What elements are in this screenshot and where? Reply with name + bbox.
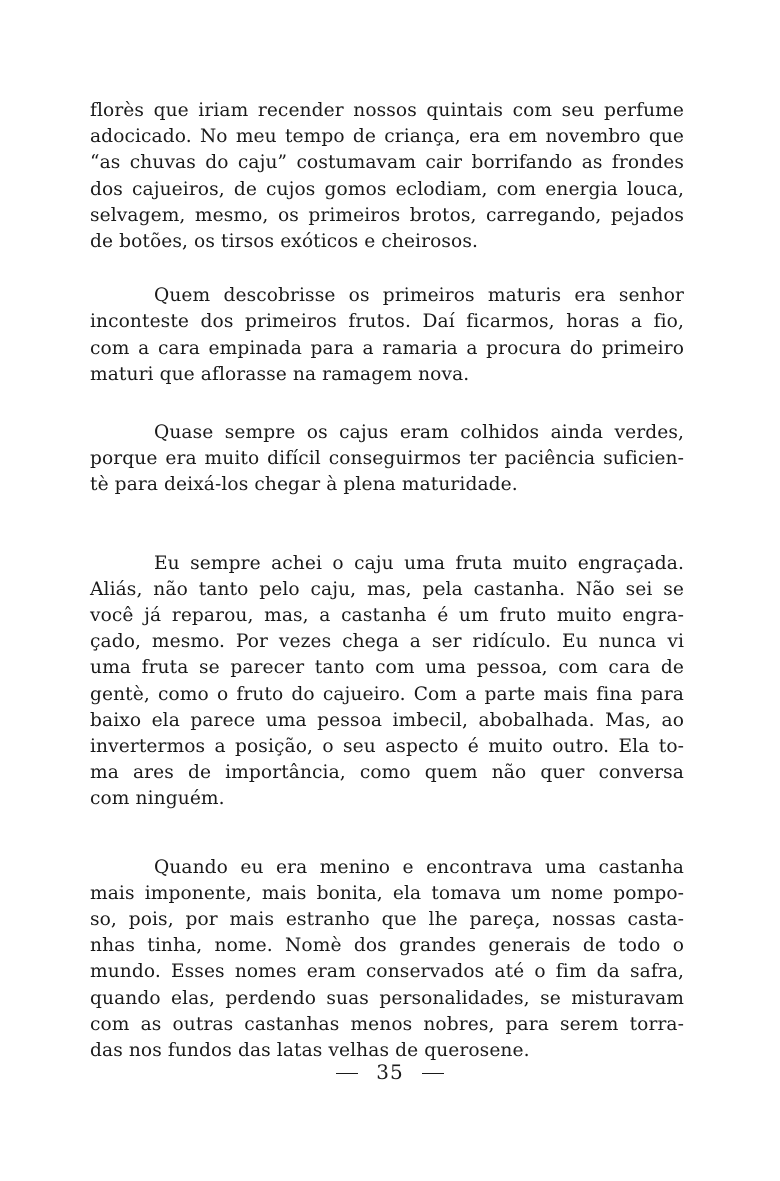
paragraph-4 bbox=[90, 551, 684, 813]
text-line: selvagem, mesmo, os primeiros brotos, carregando, pejados bbox=[90, 204, 684, 226]
text-line: baixo ela parece uma pessoa imbecil, abobalhada. Mas, ao bbox=[90, 709, 684, 731]
text-line: com as outras castanhas menos nobres, para serem torra- bbox=[90, 1013, 684, 1035]
text-line: com ninguém. bbox=[90, 788, 225, 810]
text-line: inconteste dos primeiros frutos. Daí ficarmos, horas a fio, bbox=[90, 311, 684, 333]
text-line: você já reparou, mas, a castanha é um fruto muito engra- bbox=[90, 605, 684, 627]
text-line: porque era muito difícil conseguirmos ter paciência suficien- bbox=[90, 448, 684, 470]
folio-dash-left bbox=[336, 1073, 358, 1074]
page-number: 35 bbox=[376, 1060, 404, 1084]
text-line: florès que iriam recender nossos quintais com seu perfume bbox=[90, 100, 684, 121]
text-line: Quase sempre os cajus eram colhidos ainda verdes, bbox=[154, 422, 684, 444]
folio-dash-right bbox=[422, 1073, 444, 1074]
paragraph-3 bbox=[90, 420, 684, 499]
paragraph-5 bbox=[90, 855, 684, 1065]
text-line: gentè, como o fruto do cajueiro. Com a parte mais fina para bbox=[90, 683, 684, 705]
text-line: maturi que aflorasse na ramagem nova. bbox=[90, 363, 470, 385]
text-line: ma ares de importância, como quem não quer conversa bbox=[90, 762, 684, 784]
text-line: quando elas, perdendo suas personalidades, se misturavam bbox=[90, 987, 684, 1009]
text-line: Quando eu era menino e encontrava uma castanha bbox=[154, 856, 684, 878]
text-line: com a cara empinada para a ramaria a procura do primeiro bbox=[90, 337, 684, 359]
text-line: tè para deixá-los chegar à plena maturidade. bbox=[90, 474, 518, 496]
text-line: adocicado. No meu tempo de criança, era em novembro que bbox=[90, 126, 684, 148]
text-line: de botões, os tirsos exóticos e cheirosos. bbox=[90, 231, 478, 253]
text-line: çado, mesmo. Por vezes chega a ser ridículo. Eu nunca vi bbox=[90, 631, 684, 653]
text-line: nhas tinha, nome. Nomè dos grandes generais de todo o bbox=[90, 935, 684, 957]
text-line: Quem descobrisse os primeiros maturis era senhor bbox=[154, 285, 684, 307]
text-line: invertermos a posição, o seu aspecto é muito outro. Ela to- bbox=[90, 736, 684, 758]
text-line: mundo. Esses nomes eram conservados até o fim da safra, bbox=[90, 961, 684, 983]
page-footer bbox=[0, 1060, 780, 1084]
paragraph-2 bbox=[90, 283, 684, 388]
text-line: Aliás, não tanto pelo caju, mas, pela castanha. Não sei se bbox=[90, 578, 684, 600]
text-line: mais imponente, mais bonita, ela tomava um nome pompo- bbox=[90, 882, 684, 904]
paragraph-1 bbox=[90, 98, 684, 255]
text-line: so, pois, por mais estranho que lhe pareça, nossas casta- bbox=[90, 909, 684, 931]
text-line: das nos fundos das latas velhas de querosene. bbox=[90, 1040, 530, 1062]
text-line: uma fruta se parecer tanto com uma pessoa, com cara de bbox=[90, 657, 684, 679]
page-body bbox=[90, 88, 684, 1064]
text-line: dos cajueiros, de cujos gomos eclodiam, com energia louca, bbox=[90, 178, 684, 200]
text-line: “as chuvas do caju” costumavam cair borrifando as frondes bbox=[90, 152, 684, 174]
text-line: Eu sempre achei o caju uma fruta muito engraçada. bbox=[154, 552, 684, 574]
